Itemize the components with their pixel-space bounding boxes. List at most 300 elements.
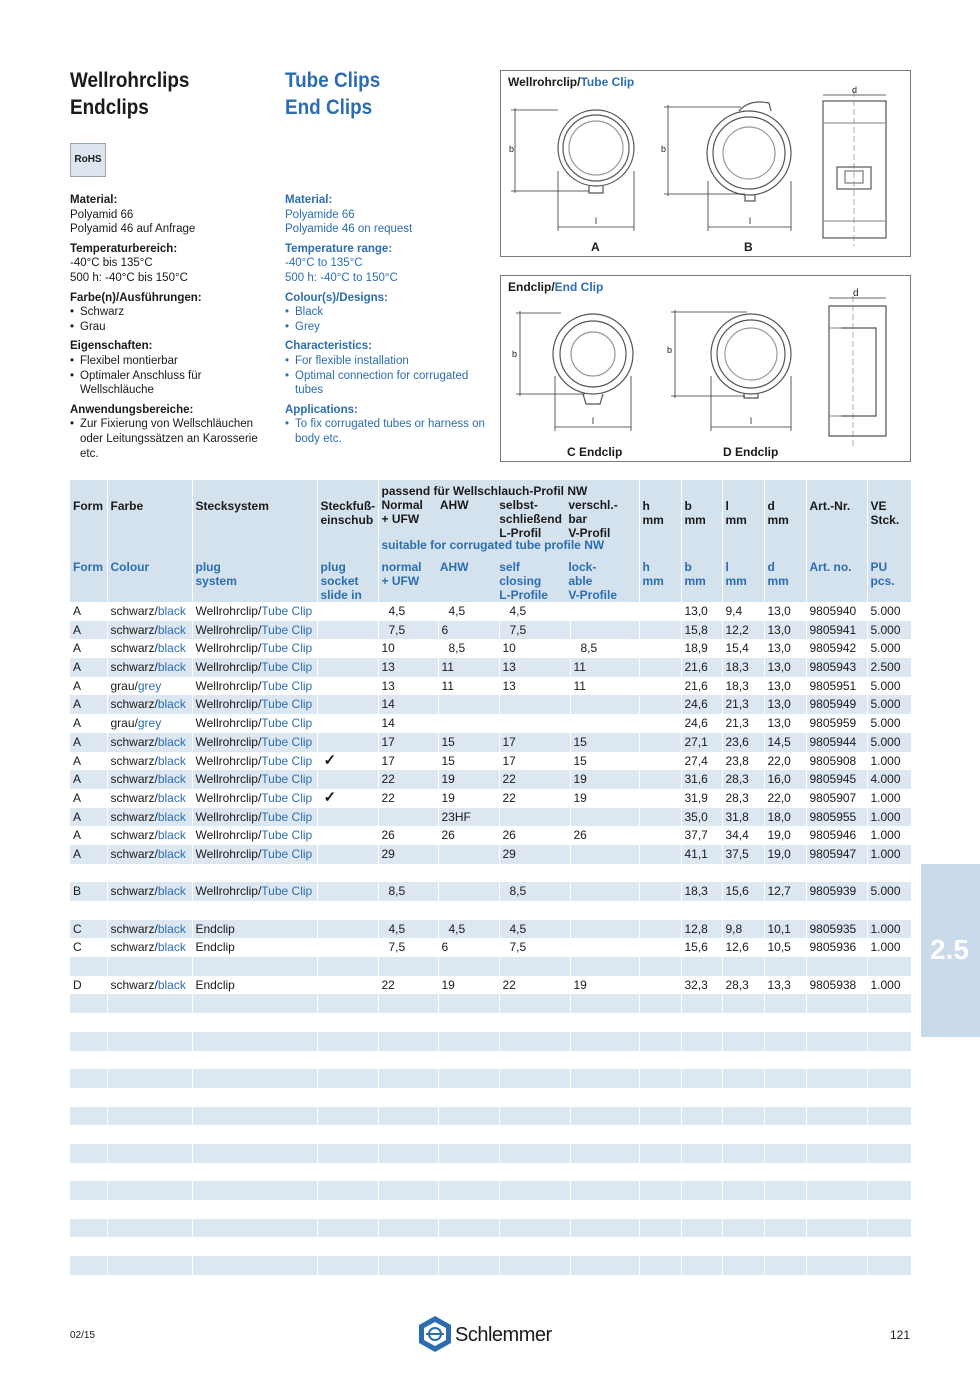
cell-lock (570, 714, 639, 733)
colour-de: schwarz/ (110, 697, 158, 712)
empty-cell (570, 1200, 639, 1219)
empty-cell (764, 1107, 806, 1126)
cell-normal: 14 (378, 695, 438, 714)
cell-ahw (438, 845, 499, 864)
empty-cell (570, 1125, 639, 1144)
empty-cell (806, 1125, 867, 1144)
col-b-1: b (684, 499, 692, 513)
empty-cell (378, 1219, 438, 1238)
empty-cell (317, 1107, 378, 1126)
table-row (70, 621, 911, 640)
empty-cell (722, 1032, 764, 1051)
col-lock-en (568, 560, 635, 602)
empty-cell (499, 1107, 570, 1126)
cell-l: 23,6 (722, 733, 764, 752)
cell-foot (317, 639, 378, 658)
empty-cell (107, 1032, 192, 1051)
cell-ve: 5.000 (867, 695, 911, 714)
empty-cell (317, 1032, 378, 1051)
spec-line: Polyamid 66 (70, 208, 134, 221)
cell-ahw: 19 (438, 789, 499, 808)
cell-self: 29 (499, 845, 570, 864)
col-colour-en: Colour (107, 540, 192, 602)
col-lock-3: V-Profil (568, 526, 611, 540)
cell-foot (317, 901, 378, 920)
cell-l: 23,8 (722, 752, 764, 771)
empty-cell (70, 1200, 107, 1219)
dim-l-label: l (750, 416, 752, 426)
group-header-en: suitable for corrugated tube profile NW (381, 538, 605, 552)
empty-cell (570, 1144, 639, 1163)
cell-d: 13,0 (764, 695, 806, 714)
cell-l: 34,4 (722, 826, 764, 845)
cell-normal: 14 (378, 714, 438, 733)
spec-line: 500 h: -40°C bis 150°C (70, 271, 188, 284)
empty-cell (681, 1144, 722, 1163)
clip-a-drawing (511, 108, 634, 231)
cell-h (639, 621, 681, 640)
cell-foot (317, 658, 378, 677)
cell-art (806, 957, 867, 976)
cell-form: A (70, 826, 107, 845)
cell-foot (317, 920, 378, 939)
cell-l: 9,8 (722, 920, 764, 939)
system-de: Wellrohrclip/ (195, 884, 262, 899)
cell-ahw (438, 957, 499, 976)
cell-art: 9805941 (806, 621, 867, 640)
col-steckfuss (317, 480, 378, 540)
cell-system (192, 864, 317, 883)
empty-cell (378, 1013, 438, 1032)
col-l-1: l (725, 499, 729, 513)
empty-cell (378, 1181, 438, 1200)
table-row (70, 658, 911, 677)
col-plug-en (192, 540, 317, 602)
col-steckfuss-1: Steckfuß- (320, 499, 376, 513)
empty-cell (378, 1069, 438, 1088)
cell-lock: 11 (570, 677, 639, 696)
cell-ve: 1.000 (867, 920, 911, 939)
system-en: Tube Clip (261, 884, 313, 899)
empty-cell (722, 1200, 764, 1219)
empty-cell (70, 1051, 107, 1070)
cell-ve: 1.000 (867, 789, 911, 808)
colour-de: schwarz/ (110, 734, 158, 749)
empty-cell (378, 1237, 438, 1256)
clip-c-drawing (516, 311, 633, 431)
cell-b: 27,4 (681, 752, 722, 771)
cell-ve: 1.000 (867, 976, 911, 995)
cell-foot (317, 826, 378, 845)
system-en: Tube Clip (261, 809, 313, 824)
empty-cell (438, 1069, 499, 1088)
empty-cell (378, 1163, 438, 1182)
cell-form: A (70, 770, 107, 789)
spec-heading: Characteristics: (285, 340, 372, 353)
spec-bullet: • For flexible installation (285, 354, 490, 369)
col-ahw-en: AHW (439, 560, 469, 574)
cell-form (70, 957, 107, 976)
empty-cell (867, 1200, 911, 1219)
cell-ahw: 19 (438, 976, 499, 995)
figure-label-d: D Endclip (723, 445, 779, 459)
col-ahw: AHW (439, 498, 469, 512)
empty-cell (681, 1219, 722, 1238)
cell-system (192, 714, 317, 733)
cell-self: 7,5 (499, 938, 570, 957)
cell-h (639, 882, 681, 901)
cell-colour (107, 938, 192, 957)
colour-en: black (157, 809, 186, 824)
system-en: Tube Clip (261, 772, 313, 787)
spec-heading: Material: (285, 194, 333, 206)
empty-cell (867, 1237, 911, 1256)
cell-b: 18,9 (681, 639, 722, 658)
cell-d: 13,0 (764, 677, 806, 696)
empty-cell (639, 1200, 681, 1219)
cell-normal: 29 (378, 845, 438, 864)
empty-cell (107, 1144, 192, 1163)
cell-ve (867, 864, 911, 883)
cell-h (639, 789, 681, 808)
colour-de: schwarz/ (110, 940, 158, 955)
col-socket-en-2: socket (320, 574, 359, 588)
cell-self (499, 808, 570, 827)
table-row-empty (70, 1088, 911, 1107)
cell-self: 22 (499, 789, 570, 808)
schlemmer-logo-icon (416, 1314, 454, 1354)
cell-colour (107, 826, 192, 845)
empty-cell (438, 1219, 499, 1238)
empty-cell (764, 1200, 806, 1219)
cell-h (639, 976, 681, 995)
empty-cell (639, 1032, 681, 1051)
system-de: Wellrohrclip/ (195, 622, 262, 637)
cell-normal: 17 (378, 733, 438, 752)
cell-colour (107, 602, 192, 621)
col-d-1: d (767, 499, 775, 513)
empty-cell (722, 1107, 764, 1126)
clip-d-drawing (671, 310, 791, 431)
cell-system (192, 826, 317, 845)
empty-cell (764, 1237, 806, 1256)
cell-lock (570, 920, 639, 939)
end-clip-drawing (501, 276, 912, 463)
empty-cell (639, 1144, 681, 1163)
empty-cell (764, 1256, 806, 1275)
cell-self: 10 (499, 639, 570, 658)
empty-cell (681, 1163, 722, 1182)
cell-ve: 1.000 (867, 808, 911, 827)
cell-l: 15,4 (722, 639, 764, 658)
cell-form: C (70, 920, 107, 939)
empty-cell (722, 1069, 764, 1088)
empty-cell (378, 994, 438, 1013)
empty-cell (681, 1032, 722, 1051)
dim-l-label: l (749, 216, 751, 226)
cell-art: 9805938 (806, 976, 867, 995)
panel-title-de: Wellrohrclip/ (508, 75, 581, 89)
col-plug-en-1: plug (195, 560, 221, 574)
col-normal (382, 498, 440, 540)
cell-lock: 19 (570, 770, 639, 789)
cell-ahw: 26 (438, 826, 499, 845)
empty-cell (70, 1219, 107, 1238)
colour-de: grau/ (110, 678, 138, 693)
cell-b: 18,3 (681, 882, 722, 901)
col-socket-en (317, 540, 378, 602)
cell-colour (107, 976, 192, 995)
empty-cell (438, 1144, 499, 1163)
empty-cell (70, 1107, 107, 1126)
cell-b: 21,6 (681, 677, 722, 696)
empty-cell (722, 1051, 764, 1070)
cell-lock (570, 938, 639, 957)
empty-cell (378, 1051, 438, 1070)
empty-cell (681, 1069, 722, 1088)
cell-d: 22,0 (764, 752, 806, 771)
empty-cell (70, 1237, 107, 1256)
empty-cell (317, 1181, 378, 1200)
col-d-en-1: d (767, 560, 775, 574)
product-table (70, 480, 912, 1275)
cell-ve: 5.000 (867, 733, 911, 752)
cell-art: 9805935 (806, 920, 867, 939)
group-subheaders-en (382, 560, 636, 602)
empty-cell (639, 1069, 681, 1088)
cell-colour (107, 695, 192, 714)
empty-cell (867, 1163, 911, 1182)
table-row-empty (70, 1144, 911, 1163)
colour-en: black (157, 641, 186, 656)
cell-normal: 13 (378, 677, 438, 696)
empty-cell (764, 994, 806, 1013)
cell-h (639, 639, 681, 658)
spec-line: 500 h: -40°C to 150°C (285, 271, 398, 284)
empty-cell (378, 1125, 438, 1144)
cell-l (722, 864, 764, 883)
cell-form: A (70, 733, 107, 752)
colour-en: black (157, 753, 186, 768)
dim-l-label: l (595, 216, 597, 226)
dim-d-label: d (853, 288, 859, 299)
title-en (285, 67, 380, 121)
cell-b: 15,8 (681, 621, 722, 640)
cell-art: 9805936 (806, 938, 867, 957)
cell-system (192, 621, 317, 640)
cell-form: A (70, 639, 107, 658)
spec-bullet: • Black (285, 305, 490, 320)
cell-lock: 19 (570, 976, 639, 995)
col-pu-en-2: pcs. (870, 574, 895, 588)
colour-de: schwarz/ (110, 660, 158, 675)
table-row (70, 826, 911, 845)
empty-cell (806, 1163, 867, 1182)
colour-de: schwarz/ (110, 921, 158, 936)
table-row (70, 695, 911, 714)
cell-lock (570, 864, 639, 883)
cell-art: 9805939 (806, 882, 867, 901)
empty-cell (70, 1032, 107, 1051)
empty-cell (378, 1256, 438, 1275)
system-en: Tube Clip (261, 641, 313, 656)
cell-foot (317, 808, 378, 827)
cell-d: 10,5 (764, 938, 806, 957)
cell-art: 9805955 (806, 808, 867, 827)
cell-ve: 5.000 (867, 621, 911, 640)
panel-title-de: Endclip/ (508, 280, 555, 294)
empty-cell (192, 1163, 317, 1182)
colour-en: black (157, 622, 186, 637)
cell-b: 24,6 (681, 695, 722, 714)
cell-lock (570, 882, 639, 901)
cell-lock (570, 901, 639, 920)
colour-en: black (157, 790, 186, 805)
cell-d: 19,0 (764, 826, 806, 845)
table-row-empty (70, 1107, 911, 1126)
cell-colour (107, 864, 192, 883)
cell-d (764, 901, 806, 920)
col-l-en (722, 540, 764, 602)
cell-b (681, 901, 722, 920)
colour-en: black (157, 697, 186, 712)
group-header-de: passend für Wellschlauch-Profil NW (381, 484, 588, 498)
table-row (70, 976, 911, 995)
col-steckfuss-2: einschub (320, 513, 374, 527)
col-art-en: Art. no. (806, 540, 867, 602)
system-en: Tube Clip (261, 846, 313, 861)
table-row (70, 714, 911, 733)
cell-ve: 5.000 (867, 882, 911, 901)
cell-system (192, 882, 317, 901)
cell-lock: 15 (570, 752, 639, 771)
col-ve-1: VE (870, 499, 887, 513)
cell-lock: 8,5 (570, 639, 639, 658)
empty-cell (499, 994, 570, 1013)
cell-foot (317, 957, 378, 976)
col-self-en-2: closing (499, 574, 542, 588)
dim-b-label: b (512, 349, 518, 359)
colour-en: grey (137, 716, 162, 731)
cell-l: 12,6 (722, 938, 764, 957)
cell-d: 13,0 (764, 714, 806, 733)
empty-cell (438, 1125, 499, 1144)
cell-self (499, 695, 570, 714)
cell-art: 9805949 (806, 695, 867, 714)
empty-cell (317, 1219, 378, 1238)
colour-en: black (157, 921, 186, 936)
cell-l: 28,3 (722, 789, 764, 808)
system-de: Wellrohrclip/ (195, 660, 262, 675)
cell-h (639, 957, 681, 976)
empty-cell (499, 1069, 570, 1088)
spec-heading: Colour(s)/Designs: (285, 291, 388, 304)
cell-ahw (438, 714, 499, 733)
empty-cell (806, 1107, 867, 1126)
empty-cell (192, 1181, 317, 1200)
cell-colour (107, 639, 192, 658)
spec-line: Polyamide 46 on request (285, 223, 413, 236)
cell-d: 18,0 (764, 808, 806, 827)
empty-cell (378, 1032, 438, 1051)
cell-system (192, 658, 317, 677)
col-farbe: Farbe (107, 480, 192, 540)
cell-form: A (70, 695, 107, 714)
empty-cell (806, 1144, 867, 1163)
col-d-en (764, 540, 806, 602)
cell-art: 9805943 (806, 658, 867, 677)
colour-de: schwarz/ (110, 828, 158, 843)
cell-h (639, 714, 681, 733)
cell-system (192, 677, 317, 696)
cell-h (639, 920, 681, 939)
cell-ve: 5.000 (867, 639, 911, 658)
cell-self: 17 (499, 752, 570, 771)
cell-l (722, 901, 764, 920)
cell-ahw: 4,5 (438, 602, 499, 621)
empty-cell (70, 1069, 107, 1088)
empty-cell (70, 1181, 107, 1200)
empty-cell (107, 1125, 192, 1144)
empty-cell (499, 1219, 570, 1238)
cell-ve: 2.500 (867, 658, 911, 677)
cell-system (192, 976, 317, 995)
empty-cell (806, 1200, 867, 1219)
table-header-en (70, 540, 911, 602)
table-row-empty (70, 1013, 911, 1032)
cell-art: 9805944 (806, 733, 867, 752)
title-de-line2: Endclips (70, 96, 149, 119)
empty-cell (107, 994, 192, 1013)
cell-d: 19,0 (764, 845, 806, 864)
cell-colour (107, 808, 192, 827)
cell-normal: 17 (378, 752, 438, 771)
system-de: Wellrohrclip/ (195, 790, 262, 805)
empty-cell (639, 1256, 681, 1275)
cell-lock: 26 (570, 826, 639, 845)
col-b-en-2: mm (684, 574, 706, 588)
cell-ahw: 15 (438, 733, 499, 752)
cell-l: 18,3 (722, 658, 764, 677)
rohs-badge: RoHS (70, 143, 106, 177)
tube-clip-panel (500, 70, 911, 257)
colour-de: schwarz/ (110, 846, 158, 861)
cell-form: B (70, 882, 107, 901)
cell-system (192, 695, 317, 714)
empty-cell (806, 1219, 867, 1238)
empty-cell (867, 1088, 911, 1107)
colour-en: black (157, 604, 186, 618)
colour-de: schwarz/ (110, 604, 158, 618)
page-number: 121 (890, 1328, 911, 1342)
empty-cell (570, 994, 639, 1013)
cell-ahw: 8,5 (438, 639, 499, 658)
empty-cell (681, 1088, 722, 1107)
empty-cell (570, 1088, 639, 1107)
cell-self: 22 (499, 976, 570, 995)
footer-date: 02/15 (70, 1330, 96, 1341)
colour-en: black (157, 660, 186, 675)
cell-colour (107, 677, 192, 696)
empty-cell (639, 1051, 681, 1070)
empty-cell (722, 1237, 764, 1256)
empty-cell (70, 994, 107, 1013)
empty-cell (438, 1181, 499, 1200)
cell-colour (107, 714, 192, 733)
col-b-en (681, 540, 722, 602)
empty-cell (317, 1013, 378, 1032)
cell-ahw: 6 (438, 621, 499, 640)
